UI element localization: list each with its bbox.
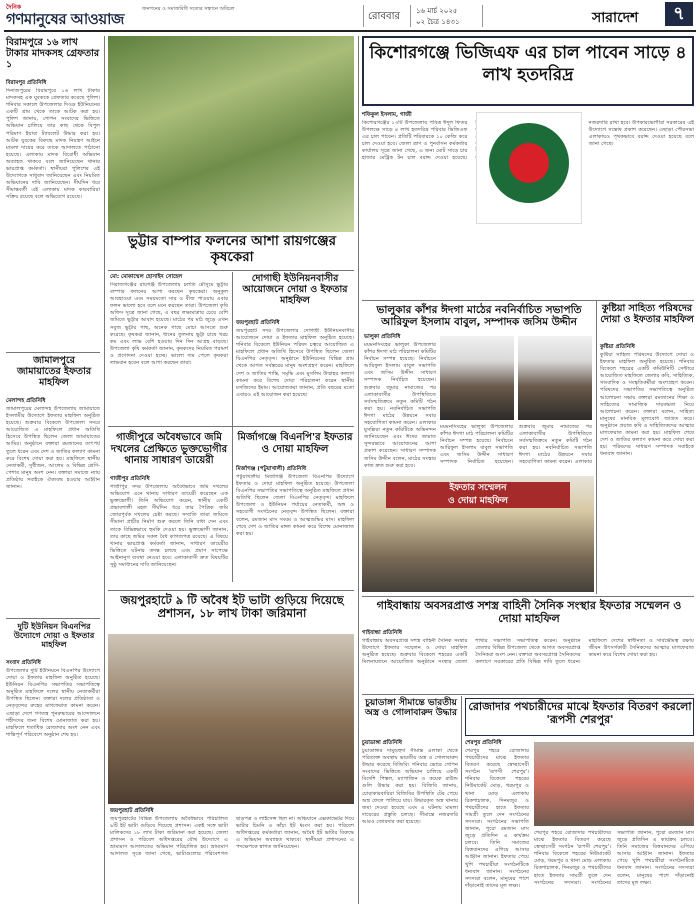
headline-vgf: কিশোরগঞ্জে ভিজিএফ এর চাল পাবেন সাড়ে ৪ লাখ হতদরিদ্র xyxy=(369,43,687,86)
body-rupashi-2: শেরপুর শহরে রোজাদার পথচারীদের মাঝে ইফতার বিতরণ করেছে স্বেচ্ছাসেবী সংগঠন 'রূপসী শেরপুর'। শনিবার বিকেলে শহরের নিউমার্কেট মোড়, খরমপুর ও থানা মোড় এলাকায় রিকশাচালক, দিনমজুর ও পথচারীদের হাতে ইফতার সামগ্রী তুলে দেন সংগঠনের সদস্যরা। সংগঠনের সভাপতি জানান, পুরো রমজান মাস জুড়ে প্রতিদিন এ কার্যক্রম চলবে। তিনি সমাজের বিত্তবানদের এগিয়ে আসার আহ্বান জানান। ইফতার পেয়ে খুশি পথচারীরা সংগঠনটিকে ধন্যবাদ জানান। সংগঠনের সদস্যরা বলেন, মানুষের পাশে দাঁড়ানোই তাদের মূল লক্ষ্য। xyxy=(534,830,694,886)
byline-kushtia: কুষ্টিয়া প্রতিনিধি xyxy=(600,344,635,350)
byline-gazipur: গাজীপুর প্রতিনিধি xyxy=(110,476,150,482)
date-bangla: ০২ চৈত্র ১৪৩১ xyxy=(416,18,460,26)
byline-vgf: শফিকুল ইসলাম, গাজী xyxy=(362,112,412,118)
body-vgf: কিশোরগঞ্জের ১৩টি উপজেলায় পবিত্র ঈদুল ফিতর উপলক্ষে সাড়ে ৪ লাখ হতদরিদ্র পরিবার ভিজিএফ এর চাল পাবেন। প্রতিটি পরিবারকে ১০ কেজি করে চাল দেওয়া হবে। জেলা ত্রাণ ও পুনর্বাসন কর্মকর্তার কার্যালয় সূত্রে জানা গেছে, এ জন্য মোট সাড়ে চার হাজার মেট্রিক টন চাল বরাদ্দ দেওয়া হয়েছে। নজরদারি রাখা হবে। উপকারভোগীরা সরকারের এই উদ্যোগে সন্তোষ প্রকাশ করেছেন। এছাড়া পৌরসভা এলাকায়ও পৃথকভাবে বরাদ্দ দেওয়া হয়েছে বলে জানা গেছে। xyxy=(362,120,694,162)
brick-kiln-drive-photo xyxy=(108,634,354,804)
headline-chuadanga: চুয়াডাঙ্গা সীমান্তে ভারতীয় অস্ত্র ও গোলাবারুদ উদ্ধার xyxy=(365,698,457,719)
logo-small: দৈনিক xyxy=(6,4,22,11)
banner-line2: ও দোয়া মাহফিল xyxy=(448,496,508,506)
masthead xyxy=(0,0,700,30)
byline-jamalpur: মেলান্দহ প্রতিনিধি xyxy=(6,398,46,404)
headline-mirzagonj: মির্জাগঞ্জে বিএনপি'র ইফতার ও দোয়া মাহফিল xyxy=(237,432,353,455)
headline-jamalpur: জামালপুরে জামায়াতের ইফতার মাহফিল xyxy=(16,355,92,388)
body-jamalpur: জামালপুরের মেলান্দহ উপজেলায় জামায়াতে ইসলামীর উদ্যোগে ইফতার মাহফিল অনুষ্ঠিত হয়েছে। শুক্রবার বিকেলে উপজেলা সদরে আয়োজিত এ মাহফিলে প্রধান অতিথি হিসেবে উপস্থিত ছিলেন জেলা জামায়াতের আমির। অনুষ্ঠানে বক্তারা রমজানের তাৎপর্য তুলে ধরেন এবং দেশ ও জাতির কল্যাণ কামনা করে বিশেষ দোয়া করা হয়। মাহফিলে স্থানীয় নেতাকর্মী, সুধীজন, আলেম ও বিভিন্ন শ্রেণি-পেশার মানুষ অংশ নেন। বক্তারা সমাজে ন্যায় প্রতিষ্ঠায় সবাইকে ঐক্যবদ্ধ হওয়ার আহ্বান জানান। xyxy=(6,406,100,491)
body-dogachhi: জয়পুরহাট সদর উপজেলার দোগাছী ইউনিয়নবাসীর আয়োজনে দোয়া ও ইফতার মাহফিল অনুষ্ঠিত হয়েছে। শনিবার বিকেলে ইউনিয়ন পরিষদ চত্বরে আয়োজিত এ মাহফিলে প্রধান অতিথি হিসেবে উপস্থিত ছিলেন জেলা বিএনপির নেতৃবৃন্দ। অনুষ্ঠানে ইউনিয়নের বিভিন্ন গ্রাম থেকে আগত সর্বস্তরের মানুষ অংশগ্রহণ করেন। মাহফিলে দেশ ও জাতির শান্তি, সমৃদ্ধি এবং মুসলিম উম্মাহর কল্যাণ কামনা করে বিশেষ দোয়া পরিচালনা করেন স্থানীয় মসজিদের ইমাম। আয়োজকরা জানান, প্রতি বছরের মতো এবারও এই আয়োজন করা হয়েছে। xyxy=(236,328,354,398)
body-chuadanga: চুয়াডাঙ্গার দামুড়হুদা সীমান্ত এলাকা থেকে পরিত্যক্ত অবস্থায় ভারতীয় অস্ত্র ও গোলাবারুদ উদ্ধার করেছে বিজিবি। শনিবার ভোরে গোপন সংবাদের ভিত্তিতে অভিযান চালিয়ে একটি বিদেশি পিস্তল, ম্যাগাজিন ও কয়েক রাউন্ড গুলি উদ্ধার করা হয়। বিজিবি জানায়, চোরাকারবারিরা বিজিবির উপস্থিতি টের পেয়ে অস্ত্র ফেলে পালিয়ে যায়। উদ্ধারকৃত অস্ত্র থানায় জমা দেওয়া হয়েছে এবং এ ঘটনায় মামলা দায়েরের প্রস্তুতি চলছে। সীমান্তে নজরদারি আরও জোরদার করা হয়েছে। xyxy=(362,748,458,825)
portrait-jasim xyxy=(518,336,592,420)
weekday: রোববার xyxy=(368,11,400,22)
byline-joypurhat: জয়পুরহাট প্রতিনিধি xyxy=(110,808,154,814)
byline-bhutta: মো: মোকাম্মেল হোসাইন সোহেল xyxy=(110,274,183,280)
headline-gaibandha: গাইবান্ধায় অবসরপ্রাপ্ত সশস্ত্র বাহিনী সৈনিক সংস্থার ইফতার সম্মেলন ও দোয়া মাহফিল xyxy=(376,599,682,625)
banner-line1: ইফতার সম্মেলন xyxy=(449,483,507,493)
headline-gazipur: গাজীপুরে অবৈধভাবে জমি দখলের প্রেক্ষিতে ভুক্তভোগীর থানায় সাধারণ ডায়েরী xyxy=(110,432,228,466)
byline-bhaluka: ভালুকা প্রতিনিধি xyxy=(364,334,401,340)
byline-rupashi: শেরপুর প্রতিনিধি xyxy=(465,740,502,746)
headline-bhutta: ভুট্টার বাম্পার ফলনের আশা রায়গঞ্জের কৃষকেরা xyxy=(127,233,337,265)
headline-rupashi: রোজাদার পথচারীদের মাঝে ইফতার বিতরণ করলো 'রূপসী শেরপুর' xyxy=(468,700,692,726)
tagline: জনগনের ও সমাজবিধি সত্যের সন্ধানে অবিচল xyxy=(142,6,235,12)
section-name: সারাদেশ xyxy=(592,10,639,26)
body-bhaluka-2: ময়মনসিংহের ভালুকা উপজেলার কাঁশর ঈদগা মাঠ পরিচালনা কমিটির নির্বাচন সম্পন্ন হয়েছে। নির্বাচনে আরিফুল ইসলাম বাবুল সভাপতি এবং জসিম উদ্দীন সাধারণ সম্পাদক নির্বাচিত হয়েছেন। শুক্রবার জুমার নামাজের পর এলাকাবাসীর উপস্থিতিতে সর্বসম্মতিক্রমে নতুন কমিটি গঠন করা হয়। নবনির্বাচিত সভাপতি ঈদগা মাঠের উন্নয়নে সবার সহযোগিতা কামনা করেন। এলাকার xyxy=(440,424,592,466)
headline-joypurhat: জয়পুরহাটে ৯ টি অবৈধ ইট ভাটা গুড়িয়ে দিয়েছে প্রশাসন, ১৮ লাখ টাকা জরিমানা xyxy=(120,593,344,621)
byline-gaibandha: গাইবান্ধা প্রতিনিধি xyxy=(362,630,402,636)
body-mirzagonj: পটুয়াখালীর মির্জাগঞ্জ উপজেলা বিএনপির উদ্যোগে ইফতার ও দোয়া মাহফিল অনুষ্ঠিত হয়েছে। উপজেলা বিএনপির সভাপতির সভাপতিত্বে অনুষ্ঠিত মাহফিলে প্রধান অতিথি ছিলেন জেলা বিএনপির নেতৃবৃন্দ। মাহফিলে উপজেলা ও ইউনিয়ন পর্যায়ের নেতাকর্মী, অঙ্গ ও সহযোগী সংগঠনের নেতৃবৃন্দ উপস্থিত ছিলেন। বক্তারা বলেন, রমজান মাস সংযম ও আত্মশুদ্ধির মাস। মাহফিল শেষে দেশ ও জাতির মঙ্গল কামনা করে বিশেষ মোনাজাত করা হয়। xyxy=(236,474,354,537)
corn-field-photo xyxy=(108,36,354,232)
body-gazipur: গাজীপুর সদর উপজেলায় অবৈধভাবে জমি দখলের অভিযোগ এনে থানায় সাধারণ ডায়েরী করেছেন এক ভুক্তভোগী। তিনি অভিযোগ করেন, স্থানীয় একটি প্রভাবশালী মহল দীর্ঘদিন ধরে তার পৈত্রিক জমি জোরপূর্বক দখলের চেষ্টা করছে। সম্প্রতি তারা জমিতে সীমানা প্রাচীর নির্মাণ শুরু করলে তিনি বাধা দেন এবং তাকে বিভিন্নভাবে হুমকি দেওয়া হয়। ভুক্তভোগী জানান, তার কাছে জমির সকল বৈধ কাগজপত্র রয়েছে। এ বিষয়ে থানার ভারপ্রাপ্ত কর্মকর্তা জানান, সাধারণ ডায়েরীর ভিত্তিতে ঘটনার তদন্ত চলছে এবং প্রমাণ সাপেক্ষে আইনানুগ ব্যবস্থা নেওয়া হবে। এলাকাবাসী দ্রুত বিষয়টির সুষ্ঠু সমাধানের দাবি জানিয়েছেন। xyxy=(110,484,228,569)
body-joypurhat: জয়পুরহাটের বিভিন্ন উপজেলায় অবৈধভাবে পরিচালিত ৯টি ইট ভাটা গুড়িয়ে দিয়েছে প্রশাসন। একই সঙ্গে ভাটা মালিকদের ১৮ লাখ টাকা জরিমানা করা হয়েছে। জেলা প্রশাসন ও পরিবেশ অধিদপ্তরের যৌথ উদ্যোগে এ ভ্রাম্যমাণ আদালতের অভিযান পরিচালিত হয়। ভ্রাম্যমাণ আদালত সূত্রে জানা গেছে, ভাটাগুলোর পরিবেশগত ছাড়পত্র ও লাইসেন্স ছিল না। অভিযানে এক্সকাভেটর দিয়ে ভাটার চিমনি ও কাঁচা ইট ধ্বংস করা হয়। পরিবেশ অধিদপ্তরের কর্মকর্তারা জানান, অবৈধ ইট ভাটার বিরুদ্ধে এ অভিযান অব্যাহত থাকবে। স্থানীয়রা প্রশাসনের এ পদক্ষেপকে স্বাগত জানিয়েছেন। xyxy=(110,816,354,858)
byline-birampur: বিরামপুর প্রতিনিধি xyxy=(6,80,47,86)
body-bhutta: সিরাজগঞ্জের রায়গঞ্জ উপজেলায় চলতি মৌসুমে ভুট্টার বাম্পার ফলনের আশা করছেন কৃষকেরা। অনুকূল আবহাওয়া এবং সময়মতো সার ও বীজ পাওয়ায় এবার ফলন ভালো হবে বলে মনে করছেন তারা। উপজেলা কৃষি অফিস সূত্রে জানা গেছে, এ বছর লক্ষ্যমাত্রার চেয়ে বেশি জমিতে ভুট্টার আবাদ হয়েছে। মাঠের পর মাঠ জুড়ে এখন সবুজ ভুট্টার গাছ, অনেক গাছে মোচা আসতে শুরু করেছে। কৃষকরা জানান, ধানের তুলনায় ভুট্টা চাষে খরচ কম এবং লাভ বেশি হওয়ায় দিন দিন আগ্রহ বাড়ছে। উপজেলা কৃষি কর্মকর্তা জানান, কৃষকদের নিয়মিত পরামর্শ ও প্রণোদনা দেওয়া হচ্ছে। ভালো দাম পেলে কৃষকরা লাভবান হবেন বলে আশা করছেন তারা। xyxy=(110,282,228,367)
body-bhaluka-1: ময়মনসিংহের ভালুকা উপজেলার কাঁশর ঈদগা মাঠ পরিচালনা কমিটির নির্বাচন সম্পন্ন হয়েছে। নির্বাচনে আরিফুল ইসলাম বাবুল সভাপতি এবং জসিম উদ্দীন সাধারণ সম্পাদক নির্বাচিত হয়েছেন। শুক্রবার জুমার নামাজের পর এলাকাবাসীর উপস্থিতিতে সর্বসম্মতিক্রমে নতুন কমিটি গঠন করা হয়। নবনির্বাচিত সভাপতি ঈদগা মাঠের উন্নয়নে সবার সহযোগিতা কামনা করেন। এলাকার মুসল্লিরা নতুন কমিটিকে অভিনন্দন জানিয়েছেন এবং ঈদের জামাত সুন্দরভাবে আয়োজনের আশা প্রকাশ করেছেন। সাধারণ সম্পাদক জসিম উদ্দীন বলেন, মাঠের সংস্কার কাজ দ্রুত শুরু করা হবে। xyxy=(364,342,436,469)
iftar-conference-photo xyxy=(362,476,594,592)
date: ১৬ মার্চ ২০২৫ xyxy=(416,7,458,15)
iftar-distribution-photo xyxy=(534,742,694,826)
byline-union-bnp: সংবাদ প্রতিনিধি xyxy=(6,660,41,666)
body-birampur: দিনাজপুরের বিরামপুরে ১৬ লাখ টাকার মাদকসহ এক যুবককে গ্রেফতার করেছে পুলিশ। শনিবার সকালে উপজেলার দিওড় ইউনিয়নের একটি গ্রাম থেকে তাকে আটক করা হয়। পুলিশ জানায়, গোপন সংবাদের ভিত্তিতে অভিযান চালিয়ে তার কাছ থেকে বিপুল পরিমাণ ইয়াবা ট্যাবলেট উদ্ধার করা হয়। আটক যুবকের বিরুদ্ধে মাদক নিয়ন্ত্রণ আইনে মামলা দায়ের করে তাকে আদালতে পাঠানো হয়েছে। এলাকায় মাদক বিরোধী অভিযান অব্যাহত থাকবে বলে জানিয়েছেন থানার ভারপ্রাপ্ত কর্মকর্তা। স্থানীয়রা পুলিশের এই উদ্যোগকে সাধুবাদ জানিয়েছেন এবং নিয়মিত অভিযানের দাবি জানিয়েছেন। দীর্ঘদিন ধরে সীমান্তবর্তী এই এলাকায় মাদক কারবারিরা সক্রিয় রয়েছে বলে অভিযোগ রয়েছে। xyxy=(6,88,100,201)
body-kushtia: কুষ্টিয়া সাহিত্য পরিষদের উদ্যোগে দোয়া ও ইফতার মাহফিল অনুষ্ঠিত হয়েছে। শনিবার বিকেলে শহরের একটি কমিউনিটি সেন্টারে আয়োজিত মাহফিলে জেলার কবি, সাহিত্যিক, সাংবাদিক ও সংস্কৃতিকর্মীরা অংশগ্রহণ করেন। পরিষদের সভাপতির সভাপতিত্বে অনুষ্ঠিত আলোচনা সভায় বক্তারা রমজানের শিক্ষা ও সাহিত্যের সামাজিক দায়বদ্ধতা নিয়ে আলোচনা করেন। বক্তারা বলেন, সাহিত্য মানুষের মানবিক মূল্যবোধ জাগ্রত করে। অনুষ্ঠানে প্রয়াত কবি ও সাহিত্যিকদের আত্মার মাগফেরাত কামনা করা হয়। মাহফিল শেষে দেশ ও জাতির কল্যাণ কামনা করে দোয়া করা হয়। পরিষদের সাধারণ সম্পাদক সবাইকে ধন্যবাদ জানান। xyxy=(600,352,694,458)
body-union-bnp: উপজেলার দুটি ইউনিয়নে বিএনপির উদ্যোগে দোয়া ও ইফতার মাহফিল অনুষ্ঠিত হয়েছে। ইউনিয়ন বিএনপির সভাপতির সভাপতিত্বে অনুষ্ঠিত মাহফিলে দলের স্থানীয় নেতাকর্মীরা উপস্থিত ছিলেন। বক্তারা দলের প্রতিষ্ঠাতা ও নেতৃবৃন্দের রুহের মাগফেরাত কামনা করেন। এছাড়া দেশে গণতন্ত্র পুনরুদ্ধারের আন্দোলনে শহীদদের জন্য বিশেষ মোনাজাত করা হয়। মাহফিলে শতাধিক রোজাদার অংশ নেন এবং শান্তিপূর্ণ পরিবেশে অনুষ্ঠান শেষ হয়। xyxy=(6,668,100,738)
byline-chuadanga: চুয়াডাঙ্গা প্রতিনিধি xyxy=(362,740,402,746)
government-seal-image xyxy=(476,112,582,224)
headline-union-bnp: দুটি ইউনিয়ন বিএনপির উদ্যোগে দোয়া ও ইফতার মাহফিল xyxy=(13,622,95,650)
byline-mirzagonj: মির্জাগঞ্জ (পটুয়াখালী) প্রতিনিধি xyxy=(236,466,307,472)
body-gaibandha: গাইবান্ধায় অবসরপ্রাপ্ত সশস্ত্র বাহিনী সৈনিক সংস্থার উদ্যোগে ইফতার সম্মেলন ও দোয়া মাহফিল অনুষ্ঠিত হয়েছে। শুক্রবার বিকেলে শহরের একটি মিলনায়তনে আয়োজিত অনুষ্ঠানে সংস্থার জেলা শাখার সভাপতি সভাপতিত্ব করেন। অনুষ্ঠানে জেলার বিভিন্ন উপজেলা থেকে আগত অবসরপ্রাপ্ত সৈনিকরা অংশ নেন। বক্তারা অবসরপ্রাপ্ত সৈনিকদের কল্যাণে সরকারের প্রতি বিভিন্ন দাবি তুলে ধরেন। মাহফিলে দেশের স্বাধীনতা ও সার্বভৌমত্ব রক্ষায় জীবন উৎসর্গকারী সৈনিকদের আত্মার মাগফেরাত কামনা করে বিশেষ দোয়া করা হয়। xyxy=(362,638,694,666)
headline-kushtia: কুষ্টিয়া সাহিত্য পরিষদের দোয়া ও ইফতার মাহফিল xyxy=(600,303,694,325)
newspaper-logo: গণমানুষের আওয়াজ xyxy=(6,10,124,28)
page-number: ৭ xyxy=(665,2,693,26)
headline-birampur: বিরামপুরে ১৬ লাখ টাকার মাদকসহ গ্রেফতার ১ xyxy=(6,37,100,70)
body-rupashi-1: শেরপুর শহরে রোজাদার পথচারীদের মাঝে ইফতার বিতরণ করেছে স্বেচ্ছাসেবী সংগঠন 'রূপসী শেরপুর'। শনিবার বিকেলে শহরের নিউমার্কেট মোড়, খরমপুর ও থানা মোড় এলাকায় রিকশাচালক, দিনমজুর ও পথচারীদের হাতে ইফতার সামগ্রী তুলে দেন সংগঠনের সদস্যরা। সংগঠনের সভাপতি জানান, পুরো রমজান মাস জুড়ে প্রতিদিন এ কার্যক্রম চলবে। তিনি সমাজের বিত্তবানদের এগিয়ে আসার আহ্বান জানান। ইফতার পেয়ে খুশি পথচারীরা সংগঠনটিকে ধন্যবাদ জানান। সংগঠনের সদস্যরা বলেন, মানুষের পাশে দাঁড়ানোই তাদের মূল লক্ষ্য। xyxy=(465,748,529,889)
portrait-arifur xyxy=(440,336,514,420)
headline-dogachhi: দোগাছী ইউনিয়নবাসীর আয়োজনে দোয়া ও ইফতার মাহফিল xyxy=(242,273,348,306)
byline-dogachhi: জয়পুরহাট প্রতিনিধি xyxy=(236,320,280,326)
headline-bhaluka: ভালুকার কাঁশর ঈদগা মাঠের নবনির্বাচিত সভাপতি আরিফুল ইসলাম বাবুল, সম্পাদক জসিম উদ্দীন xyxy=(376,304,582,329)
